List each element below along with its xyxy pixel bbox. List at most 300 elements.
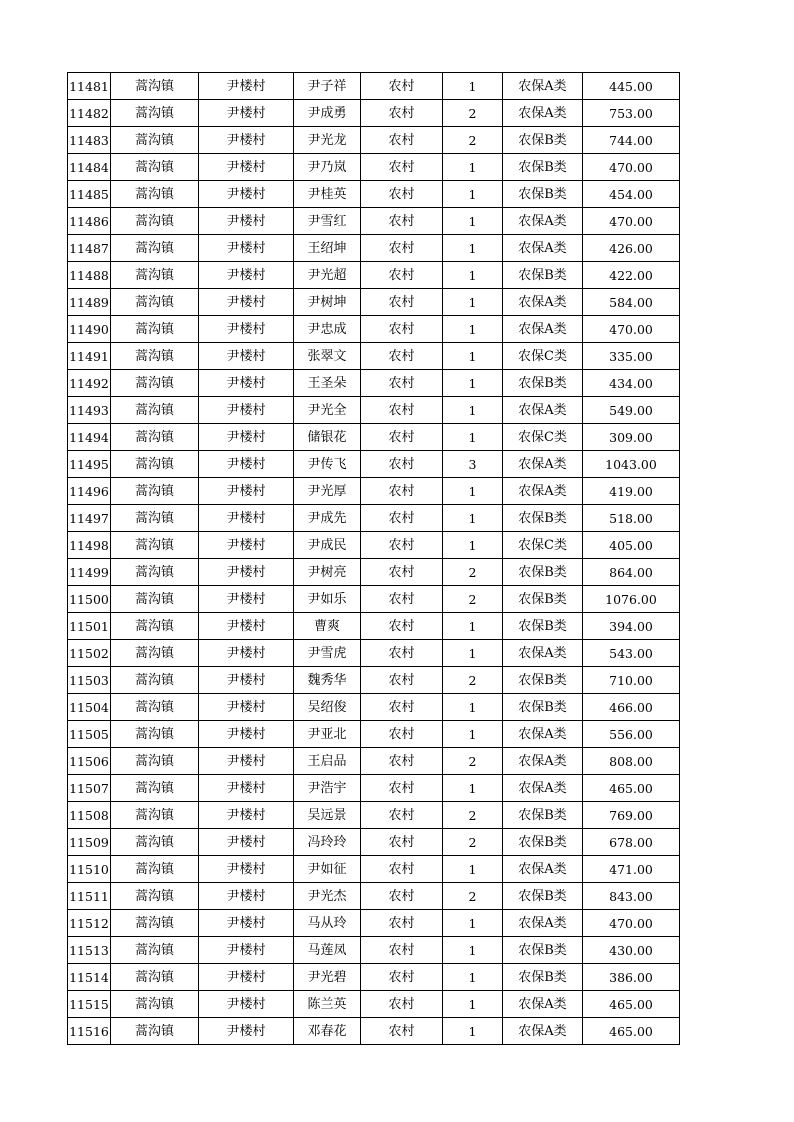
town-cell: 蒿沟镇 [111,748,199,775]
town-cell: 蒿沟镇 [111,910,199,937]
insurance-category-cell: 农保A类 [503,640,583,667]
table-row [68,424,680,451]
record-id-cell: 11514 [68,964,111,991]
household-type-cell: 农村 [361,181,443,208]
village-cell: 尹楼村 [199,478,294,505]
insurance-category-cell: 农保B类 [503,262,583,289]
record-id-cell: 11512 [68,910,111,937]
table-row [68,370,680,397]
table-row [68,1018,680,1045]
amount-cell: 309.00 [583,424,680,451]
household-type-cell: 农村 [361,964,443,991]
household-type-cell: 农村 [361,937,443,964]
household-type-cell: 农村 [361,370,443,397]
member-count-cell: 1 [443,937,503,964]
table-row [68,208,680,235]
member-count-cell: 2 [443,802,503,829]
table-row [68,397,680,424]
town-cell: 蒿沟镇 [111,559,199,586]
insurance-category-cell: 农保A类 [503,775,583,802]
table-row [68,316,680,343]
record-id-cell: 11492 [68,370,111,397]
table-row [68,100,680,127]
amount-cell: 471.00 [583,856,680,883]
table-row [68,343,680,370]
table-row [68,181,680,208]
amount-cell: 678.00 [583,829,680,856]
person-name-cell: 尹光碧 [294,964,361,991]
insurance-category-cell: 农保A类 [503,73,583,100]
amount-cell: 584.00 [583,289,680,316]
amount-cell: 445.00 [583,73,680,100]
household-type-cell: 农村 [361,100,443,127]
table-row [68,775,680,802]
member-count-cell: 2 [443,748,503,775]
member-count-cell: 1 [443,208,503,235]
village-cell: 尹楼村 [199,694,294,721]
town-cell: 蒿沟镇 [111,775,199,802]
village-cell: 尹楼村 [199,262,294,289]
town-cell: 蒿沟镇 [111,316,199,343]
records-table [67,72,680,1045]
member-count-cell: 1 [443,289,503,316]
amount-cell: 454.00 [583,181,680,208]
household-type-cell: 农村 [361,208,443,235]
table-row [68,694,680,721]
amount-cell: 1076.00 [583,586,680,613]
village-cell: 尹楼村 [199,1018,294,1045]
table-row [68,505,680,532]
member-count-cell: 1 [443,73,503,100]
amount-cell: 419.00 [583,478,680,505]
record-id-cell: 11485 [68,181,111,208]
insurance-category-cell: 农保A类 [503,235,583,262]
town-cell: 蒿沟镇 [111,505,199,532]
insurance-category-cell: 农保B类 [503,694,583,721]
member-count-cell: 2 [443,667,503,694]
member-count-cell: 1 [443,613,503,640]
record-id-cell: 11516 [68,1018,111,1045]
town-cell: 蒿沟镇 [111,721,199,748]
insurance-category-cell: 农保A类 [503,451,583,478]
town-cell: 蒿沟镇 [111,262,199,289]
household-type-cell: 农村 [361,262,443,289]
household-type-cell: 农村 [361,316,443,343]
town-cell: 蒿沟镇 [111,532,199,559]
household-type-cell: 农村 [361,343,443,370]
village-cell: 尹楼村 [199,829,294,856]
household-type-cell: 农村 [361,694,443,721]
record-id-cell: 11513 [68,937,111,964]
village-cell: 尹楼村 [199,127,294,154]
person-name-cell: 王圣朵 [294,370,361,397]
record-id-cell: 11505 [68,721,111,748]
record-id-cell: 11481 [68,73,111,100]
town-cell: 蒿沟镇 [111,478,199,505]
household-type-cell: 农村 [361,559,443,586]
member-count-cell: 1 [443,262,503,289]
insurance-category-cell: 农保B类 [503,937,583,964]
town-cell: 蒿沟镇 [111,640,199,667]
village-cell: 尹楼村 [199,586,294,613]
town-cell: 蒿沟镇 [111,343,199,370]
village-cell: 尹楼村 [199,424,294,451]
person-name-cell: 尹雪红 [294,208,361,235]
amount-cell: 843.00 [583,883,680,910]
record-id-cell: 11510 [68,856,111,883]
record-id-cell: 11493 [68,397,111,424]
record-id-cell: 11484 [68,154,111,181]
village-cell: 尹楼村 [199,451,294,478]
town-cell: 蒿沟镇 [111,424,199,451]
village-cell: 尹楼村 [199,775,294,802]
insurance-category-cell: 农保B类 [503,127,583,154]
table-row [68,856,680,883]
person-name-cell: 尹亚北 [294,721,361,748]
person-name-cell: 尹传飞 [294,451,361,478]
town-cell: 蒿沟镇 [111,802,199,829]
record-id-cell: 11496 [68,478,111,505]
record-id-cell: 11502 [68,640,111,667]
table-row [68,640,680,667]
record-id-cell: 11486 [68,208,111,235]
village-cell: 尹楼村 [199,73,294,100]
insurance-category-cell: 农保A类 [503,748,583,775]
amount-cell: 556.00 [583,721,680,748]
amount-cell: 470.00 [583,154,680,181]
village-cell: 尹楼村 [199,937,294,964]
village-cell: 尹楼村 [199,235,294,262]
table-row [68,559,680,586]
member-count-cell: 1 [443,910,503,937]
village-cell: 尹楼村 [199,910,294,937]
town-cell: 蒿沟镇 [111,73,199,100]
village-cell: 尹楼村 [199,208,294,235]
table-row [68,748,680,775]
insurance-category-cell: 农保A类 [503,991,583,1018]
village-cell: 尹楼村 [199,154,294,181]
person-name-cell: 曹爽 [294,613,361,640]
member-count-cell: 1 [443,154,503,181]
amount-cell: 710.00 [583,667,680,694]
insurance-category-cell: 农保A类 [503,478,583,505]
member-count-cell: 1 [443,694,503,721]
record-id-cell: 11506 [68,748,111,775]
person-name-cell: 尹子祥 [294,73,361,100]
amount-cell: 808.00 [583,748,680,775]
record-id-cell: 11499 [68,559,111,586]
insurance-category-cell: 农保A类 [503,856,583,883]
table-row [68,235,680,262]
person-name-cell: 尹光杰 [294,883,361,910]
record-id-cell: 11515 [68,991,111,1018]
table-row [68,586,680,613]
household-type-cell: 农村 [361,289,443,316]
table-row [68,883,680,910]
village-cell: 尹楼村 [199,613,294,640]
amount-cell: 470.00 [583,208,680,235]
town-cell: 蒿沟镇 [111,208,199,235]
member-count-cell: 2 [443,100,503,127]
record-id-cell: 11483 [68,127,111,154]
member-count-cell: 1 [443,991,503,1018]
person-name-cell: 尹如征 [294,856,361,883]
table-body [68,73,680,1045]
insurance-category-cell: 农保B类 [503,181,583,208]
amount-cell: 470.00 [583,910,680,937]
member-count-cell: 1 [443,505,503,532]
village-cell: 尹楼村 [199,856,294,883]
record-id-cell: 11489 [68,289,111,316]
record-id-cell: 11500 [68,586,111,613]
member-count-cell: 2 [443,559,503,586]
town-cell: 蒿沟镇 [111,586,199,613]
member-count-cell: 2 [443,586,503,613]
member-count-cell: 1 [443,775,503,802]
member-count-cell: 1 [443,721,503,748]
household-type-cell: 农村 [361,829,443,856]
amount-cell: 465.00 [583,991,680,1018]
household-type-cell: 农村 [361,154,443,181]
village-cell: 尹楼村 [199,505,294,532]
member-count-cell: 1 [443,343,503,370]
person-name-cell: 尹树亮 [294,559,361,586]
record-id-cell: 11482 [68,100,111,127]
household-type-cell: 农村 [361,397,443,424]
record-id-cell: 11508 [68,802,111,829]
village-cell: 尹楼村 [199,397,294,424]
amount-cell: 335.00 [583,343,680,370]
insurance-category-cell: 农保B类 [503,505,583,532]
insurance-category-cell: 农保B类 [503,883,583,910]
record-id-cell: 11494 [68,424,111,451]
person-name-cell: 吴绍俊 [294,694,361,721]
insurance-category-cell: 农保B类 [503,829,583,856]
insurance-category-cell: 农保A类 [503,316,583,343]
amount-cell: 426.00 [583,235,680,262]
household-type-cell: 农村 [361,1018,443,1045]
town-cell: 蒿沟镇 [111,451,199,478]
amount-cell: 518.00 [583,505,680,532]
amount-cell: 465.00 [583,1018,680,1045]
person-name-cell: 陈兰英 [294,991,361,1018]
town-cell: 蒿沟镇 [111,181,199,208]
record-id-cell: 11509 [68,829,111,856]
village-cell: 尹楼村 [199,289,294,316]
person-name-cell: 尹如乐 [294,586,361,613]
table-row [68,721,680,748]
amount-cell: 753.00 [583,100,680,127]
household-type-cell: 农村 [361,235,443,262]
insurance-category-cell: 农保C类 [503,424,583,451]
insurance-category-cell: 农保C类 [503,532,583,559]
amount-cell: 430.00 [583,937,680,964]
town-cell: 蒿沟镇 [111,100,199,127]
record-id-cell: 11507 [68,775,111,802]
record-id-cell: 11491 [68,343,111,370]
amount-cell: 386.00 [583,964,680,991]
town-cell: 蒿沟镇 [111,235,199,262]
village-cell: 尹楼村 [199,370,294,397]
person-name-cell: 冯玲玲 [294,829,361,856]
person-name-cell: 尹雪虎 [294,640,361,667]
insurance-category-cell: 农保A类 [503,208,583,235]
village-cell: 尹楼村 [199,343,294,370]
household-type-cell: 农村 [361,640,443,667]
insurance-category-cell: 农保B类 [503,964,583,991]
village-cell: 尹楼村 [199,559,294,586]
town-cell: 蒿沟镇 [111,883,199,910]
record-id-cell: 11504 [68,694,111,721]
household-type-cell: 农村 [361,775,443,802]
town-cell: 蒿沟镇 [111,937,199,964]
table-row [68,478,680,505]
person-name-cell: 尹成民 [294,532,361,559]
household-type-cell: 农村 [361,505,443,532]
member-count-cell: 1 [443,181,503,208]
household-type-cell: 农村 [361,856,443,883]
household-type-cell: 农村 [361,73,443,100]
table-row [68,532,680,559]
insurance-category-cell: 农保A类 [503,397,583,424]
insurance-category-cell: 农保A类 [503,1018,583,1045]
table-row [68,289,680,316]
record-id-cell: 11488 [68,262,111,289]
table-row [68,802,680,829]
person-name-cell: 尹成勇 [294,100,361,127]
insurance-category-cell: 农保B类 [503,586,583,613]
town-cell: 蒿沟镇 [111,127,199,154]
member-count-cell: 1 [443,856,503,883]
member-count-cell: 1 [443,397,503,424]
member-count-cell: 1 [443,424,503,451]
village-cell: 尹楼村 [199,181,294,208]
member-count-cell: 1 [443,964,503,991]
insurance-category-cell: 农保A类 [503,910,583,937]
household-type-cell: 农村 [361,748,443,775]
person-name-cell: 王绍坤 [294,235,361,262]
town-cell: 蒿沟镇 [111,289,199,316]
village-cell: 尹楼村 [199,667,294,694]
village-cell: 尹楼村 [199,100,294,127]
member-count-cell: 3 [443,451,503,478]
household-type-cell: 农村 [361,802,443,829]
record-id-cell: 11490 [68,316,111,343]
table-row [68,667,680,694]
village-cell: 尹楼村 [199,316,294,343]
person-name-cell: 马莲凤 [294,937,361,964]
person-name-cell: 邓春花 [294,1018,361,1045]
town-cell: 蒿沟镇 [111,829,199,856]
amount-cell: 549.00 [583,397,680,424]
table-row [68,262,680,289]
household-type-cell: 农村 [361,424,443,451]
member-count-cell: 2 [443,883,503,910]
person-name-cell: 尹桂英 [294,181,361,208]
person-name-cell: 尹浩宇 [294,775,361,802]
household-type-cell: 农村 [361,478,443,505]
amount-cell: 405.00 [583,532,680,559]
amount-cell: 465.00 [583,775,680,802]
member-count-cell: 2 [443,127,503,154]
table-row [68,613,680,640]
insurance-category-cell: 农保B类 [503,154,583,181]
person-name-cell: 尹光超 [294,262,361,289]
table-row [68,127,680,154]
amount-cell: 466.00 [583,694,680,721]
household-type-cell: 农村 [361,127,443,154]
household-type-cell: 农村 [361,883,443,910]
town-cell: 蒿沟镇 [111,370,199,397]
table-row [68,829,680,856]
village-cell: 尹楼村 [199,883,294,910]
person-name-cell: 尹成先 [294,505,361,532]
amount-cell: 470.00 [583,316,680,343]
table-row [68,991,680,1018]
table-row [68,73,680,100]
member-count-cell: 1 [443,235,503,262]
record-id-cell: 11511 [68,883,111,910]
town-cell: 蒿沟镇 [111,397,199,424]
table-row [68,910,680,937]
village-cell: 尹楼村 [199,802,294,829]
person-name-cell: 马从玲 [294,910,361,937]
insurance-category-cell: 农保B类 [503,802,583,829]
person-name-cell: 尹光厚 [294,478,361,505]
insurance-category-cell: 农保A类 [503,289,583,316]
household-type-cell: 农村 [361,991,443,1018]
insurance-category-cell: 农保A类 [503,100,583,127]
household-type-cell: 农村 [361,910,443,937]
table-row [68,154,680,181]
record-id-cell: 11487 [68,235,111,262]
record-id-cell: 11503 [68,667,111,694]
household-type-cell: 农村 [361,451,443,478]
village-cell: 尹楼村 [199,640,294,667]
amount-cell: 1043.00 [583,451,680,478]
insurance-category-cell: 农保A类 [503,721,583,748]
member-count-cell: 1 [443,370,503,397]
member-count-cell: 1 [443,478,503,505]
village-cell: 尹楼村 [199,748,294,775]
town-cell: 蒿沟镇 [111,613,199,640]
insurance-category-cell: 农保B类 [503,667,583,694]
amount-cell: 422.00 [583,262,680,289]
village-cell: 尹楼村 [199,991,294,1018]
village-cell: 尹楼村 [199,964,294,991]
insurance-category-cell: 农保B类 [503,613,583,640]
amount-cell: 744.00 [583,127,680,154]
table-row [68,964,680,991]
village-cell: 尹楼村 [199,721,294,748]
person-name-cell: 储银花 [294,424,361,451]
household-type-cell: 农村 [361,613,443,640]
record-id-cell: 11501 [68,613,111,640]
member-count-cell: 1 [443,316,503,343]
member-count-cell: 1 [443,532,503,559]
record-id-cell: 11497 [68,505,111,532]
town-cell: 蒿沟镇 [111,964,199,991]
amount-cell: 769.00 [583,802,680,829]
person-name-cell: 尹忠成 [294,316,361,343]
town-cell: 蒿沟镇 [111,1018,199,1045]
town-cell: 蒿沟镇 [111,856,199,883]
person-name-cell: 尹光全 [294,397,361,424]
insurance-category-cell: 农保B类 [503,370,583,397]
insurance-category-cell: 农保C类 [503,343,583,370]
person-name-cell: 王启品 [294,748,361,775]
household-type-cell: 农村 [361,721,443,748]
